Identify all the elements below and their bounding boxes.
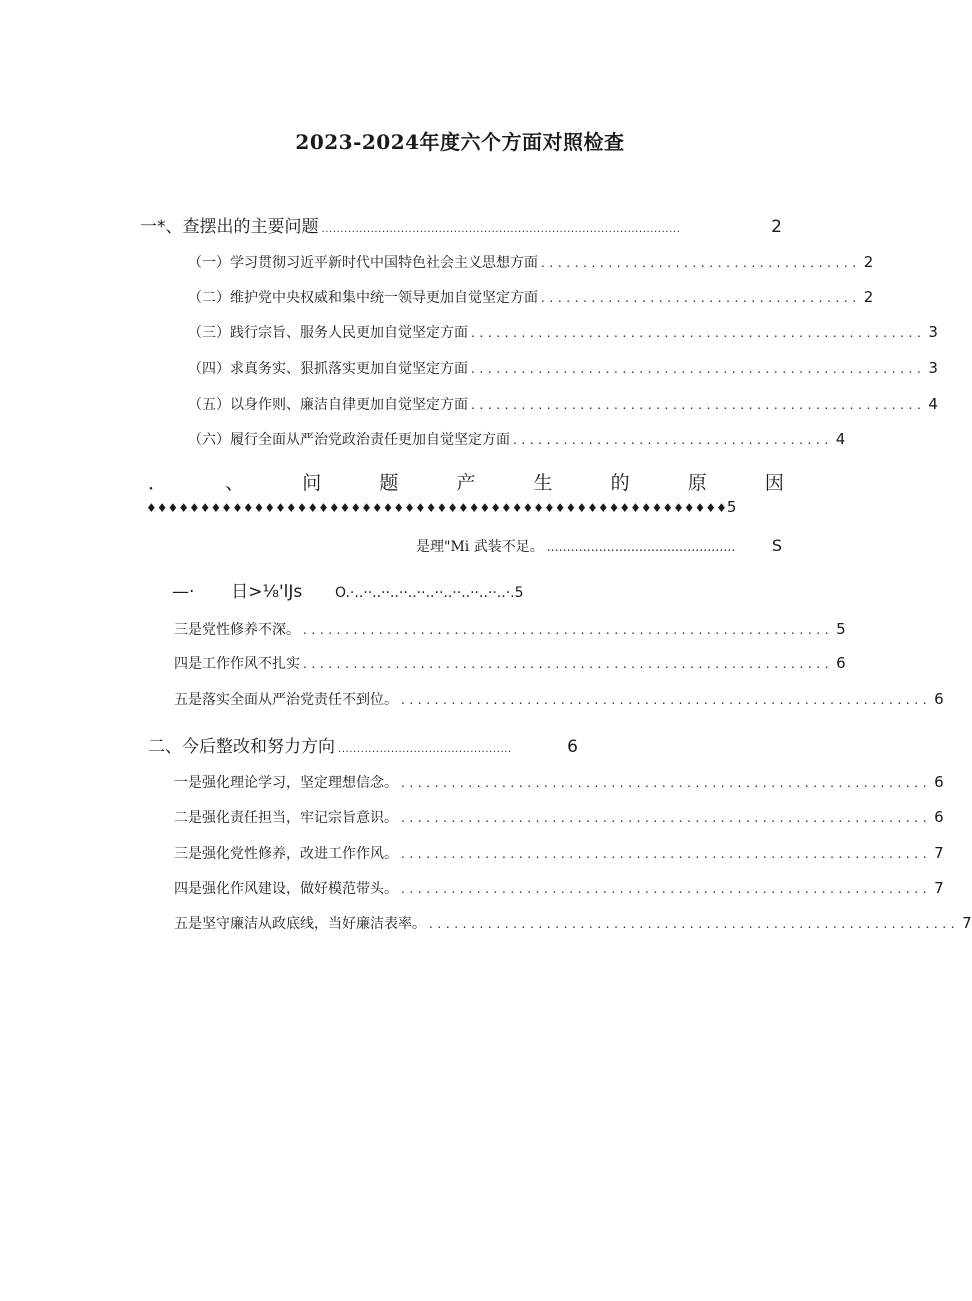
toc-leader: ...................................................... — [471, 326, 926, 340]
toc-entry[interactable] — [174, 619, 846, 639]
heading-char: 、 — [225, 472, 245, 494]
toc-page-number: 6 — [836, 654, 846, 672]
toc-section-1-label: 一*、查摆出的主要问题 — [140, 217, 319, 237]
heading-char: 问 — [302, 472, 322, 494]
heading-char: 产 — [456, 472, 476, 494]
toc-leader: ...................................................... — [471, 362, 926, 376]
heading-char: 题 — [379, 472, 399, 494]
toc-page-number: 4 — [928, 395, 938, 413]
toc-leader: ............................................................................................... — [321, 224, 681, 235]
toc-page-number: S — [771, 536, 782, 555]
toc-page-number: 6 — [567, 737, 578, 757]
toc-entry[interactable] — [174, 913, 972, 933]
toc-page-number: 2 — [771, 217, 782, 237]
toc-entry-label: （一）学习贯彻习近平新时代中国特色社会主义思想方面 — [188, 255, 538, 271]
toc-entry[interactable] — [188, 252, 874, 272]
toc-entry[interactable] — [188, 429, 846, 449]
toc-page-number: 4 — [835, 430, 846, 448]
toc-entry-label: （五）以身作则、廉洁自律更加自觉坚定方面 — [188, 397, 468, 413]
toc-leader: ............................................................... — [401, 693, 932, 707]
toc-entry-label: 一是强化理论学习，坚定理想信念。 — [174, 775, 398, 791]
toc-entry-label: 四是工作作风不扎实 — [174, 656, 300, 672]
toc-section-3[interactable] — [148, 732, 578, 757]
toc-entry-label: 二是强化责任担当，牢记宗旨意识。 — [174, 810, 398, 826]
diamond-leader-line — [146, 498, 736, 516]
toc-page-number: 5 — [726, 498, 737, 516]
toc-entry[interactable] — [174, 878, 944, 898]
heading-char: 因 — [764, 472, 784, 494]
toc-entry[interactable] — [174, 843, 944, 863]
toc-section-3-label: ⼆、今后整改和努力方向 — [148, 737, 335, 757]
toc-entry[interactable] — [174, 689, 944, 709]
heading-char: 生 — [533, 472, 553, 494]
toc-entry-label: 三是党性修养不深。 — [174, 622, 300, 638]
toc-entry-label: 四是强化作风建设，做好模范带头。 — [174, 881, 398, 897]
toc-leader: ...................................... — [541, 256, 861, 270]
toc-entry-label: 是理"Mi 武装不足。 — [416, 539, 544, 555]
toc-entry[interactable] — [174, 653, 846, 673]
toc-page-number: 7 — [962, 914, 972, 932]
toc-entry-label: （四）求真务实、狠抓落实更加自觉坚定方面 — [188, 361, 468, 377]
garbled-text: 日>⅛'lJs — [231, 582, 303, 602]
toc-leader: ............................................................... — [401, 882, 932, 896]
garbled-prefix: —· — [172, 582, 195, 602]
garbled-tail: O.·..··..··..··..··..··..··..··..··..·.5 — [335, 585, 524, 601]
toc-leader: ...................................... — [541, 291, 861, 305]
toc-page-number: 7 — [934, 844, 944, 862]
toc-leader: ............................................................... — [401, 776, 932, 790]
toc-page-number: 7 — [934, 879, 944, 897]
toc-leader: ............................................................... — [401, 847, 932, 861]
toc-entry-label: 五是落实全面从严治党责任不到位。 — [174, 692, 398, 708]
toc-page-number: 2 — [863, 288, 874, 306]
toc-entry-label: 五是坚守廉洁从政底线，当好廉洁表率。 — [174, 916, 426, 932]
toc-leader: ............................................................... — [429, 917, 960, 931]
toc-entry[interactable] — [188, 322, 938, 342]
toc-entry[interactable] — [174, 772, 944, 792]
toc-leader: ............................................................... — [303, 657, 834, 671]
toc-section-2-heading[interactable] — [148, 468, 784, 495]
heading-char: ． — [148, 472, 168, 494]
toc-leader: ............................................... — [546, 540, 736, 554]
document-title: 2023-2024年度六个方面对照检查 — [295, 130, 625, 154]
toc-section-1[interactable] — [140, 212, 782, 237]
toc-page-number: 6 — [934, 690, 944, 708]
toc-entry[interactable] — [416, 536, 782, 556]
toc-page-number: 3 — [928, 359, 938, 377]
toc-entry[interactable] — [174, 807, 944, 827]
toc-leader: ...................................... — [513, 433, 833, 447]
toc-entry[interactable] — [188, 394, 938, 414]
toc-entry[interactable] — [188, 287, 874, 307]
toc-leader: ............................................................... — [303, 623, 834, 637]
toc-entry-garbled[interactable] — [172, 577, 524, 602]
toc-entry[interactable] — [188, 358, 938, 378]
heading-char: 原 — [687, 472, 707, 494]
toc-leader: .............................................. — [338, 744, 512, 755]
toc-entry-label: 三是强化党性修养，改进工作作风。 — [174, 846, 398, 862]
toc-entry-label: （三）践行宗旨、服务人民更加自觉坚定方面 — [188, 325, 468, 341]
toc-page-number: 3 — [928, 323, 938, 341]
heading-char: 的 — [610, 472, 630, 494]
toc-leader: ...................................................... — [471, 398, 926, 412]
toc-page-number: 6 — [934, 773, 944, 791]
toc-leader: ............................................................... — [401, 811, 932, 825]
diamond-leader: ♦♦♦♦♦♦♦♦♦♦♦♦♦♦♦♦♦♦♦♦♦♦♦♦♦♦♦♦♦♦♦♦♦♦♦♦♦♦♦♦♦♦♦♦♦♦♦♦♦♦♦♦♦♦ — [146, 501, 727, 515]
toc-page-number: 6 — [934, 808, 944, 826]
toc-page-number: 5 — [836, 620, 846, 638]
toc-entry-label: （二）维护党中央权威和集中统一领导更加自觉坚定方面 — [188, 290, 538, 306]
toc-entry-label: （六）履行全面从严治党政治责任更加自觉坚定方面 — [188, 432, 510, 448]
toc-page-number: 2 — [863, 253, 874, 271]
